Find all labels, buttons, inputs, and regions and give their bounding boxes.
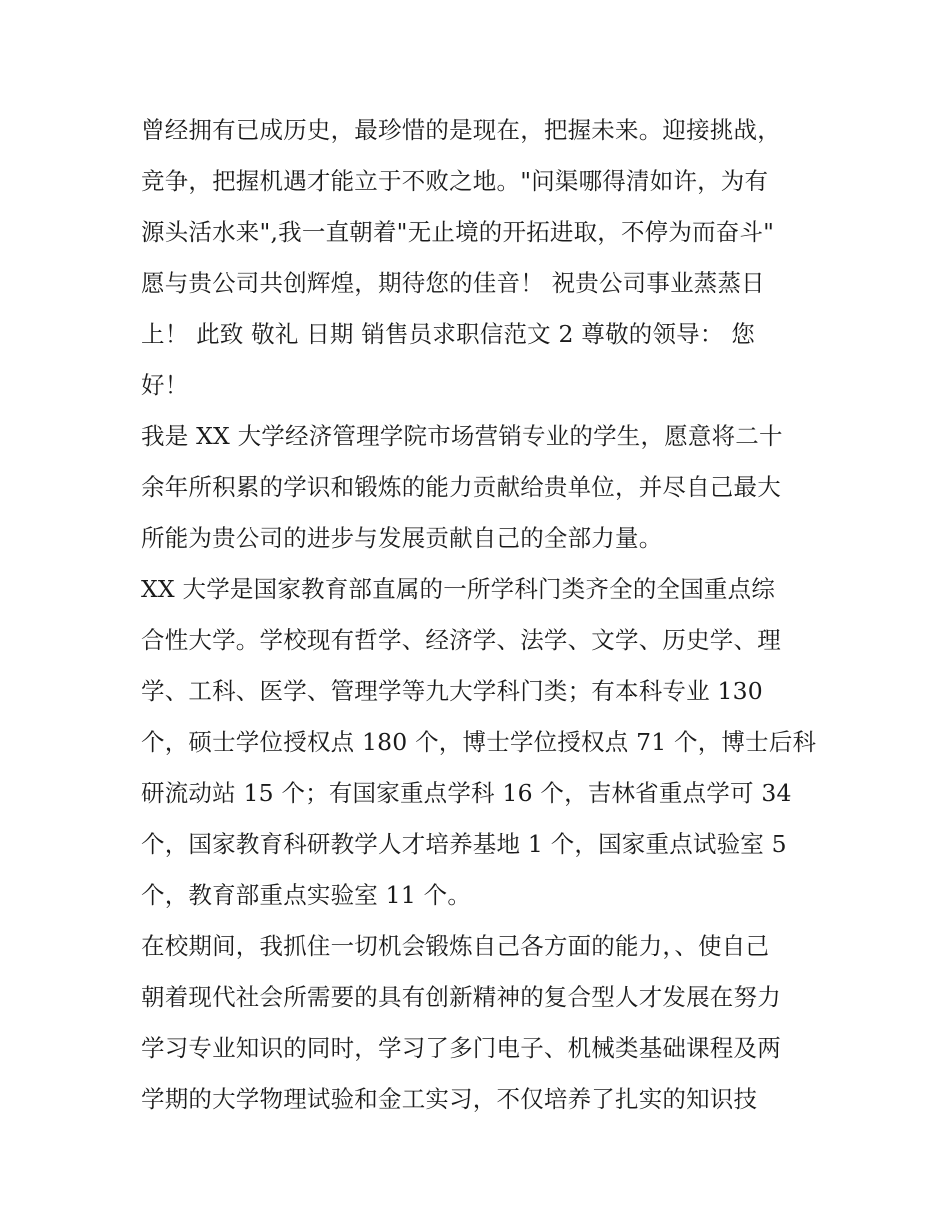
text-line: 所能为贵公司的进步与发展贡献自己的全部力量。 bbox=[141, 524, 663, 552]
text-line: 我是 XX 大学经济管理学院市场营销专业的学生，愿意将二十 bbox=[141, 422, 783, 450]
text-line: 学期的大学物理试验和金工实习，不仅培养了扎实的知识技 bbox=[141, 1085, 758, 1113]
text-line: 朝着现代社会所需要的具有创新精神的复合型人才发展在努力 bbox=[141, 983, 781, 1011]
text-line: 愿与贵公司共创辉煌，期待您的佳音！ 祝贵公司事业蒸蒸日 bbox=[141, 269, 765, 297]
text-line: XX 大学是国家教育部直属的一所学科门类齐全的全国重点综 bbox=[141, 575, 776, 603]
text-line: 曾经拥有已成历史，最珍惜的是现在，把握未来。迎接挑战， bbox=[141, 116, 781, 144]
text-line: 个，教育部重点实验室 11 个。 bbox=[141, 881, 472, 909]
text-line: 个，国家教育科研教学人才培养基地 1 个，国家重点试验室 5 bbox=[141, 830, 787, 858]
text-line: 在校期间，我抓住一切机会锻炼自己各方面的能力，、使自己 bbox=[141, 932, 770, 960]
text-line: 学习专业知识的同时，学习了多门电子、机械类基础课程及两 bbox=[141, 1034, 781, 1062]
text-line: 合性大学。学校现有哲学、经济学、法学、文学、历史学、理 bbox=[141, 626, 781, 654]
text-line: 竞争，把握机遇才能立于不败之地。"问渠哪得清如许，为有 bbox=[141, 167, 769, 195]
document-body bbox=[141, 105, 831, 1125]
text-line: 好！ bbox=[141, 371, 189, 399]
text-line: 余年所积累的学识和锻炼的能力贡献给贵单位，并尽自己最大 bbox=[141, 473, 781, 501]
text-line: 学、工科、医学、管理学等九大学科门类；有本科专业 130 bbox=[141, 677, 763, 705]
text-line: 源头活水来",我一直朝着"无止境的开拓进取，不停为而奋斗" bbox=[141, 218, 775, 246]
text-line: 研流动站 15 个；有国家重点学科 16 个，吉林省重点学可 34 bbox=[141, 779, 792, 807]
text-line: 个，硕士学位授权点 180 个，博士学位授权点 71 个，博士后科 bbox=[141, 728, 817, 756]
text-line: 上！ 此致 敬礼 日期 销售员求职信范文 2 尊敬的领导： 您 bbox=[141, 320, 755, 348]
